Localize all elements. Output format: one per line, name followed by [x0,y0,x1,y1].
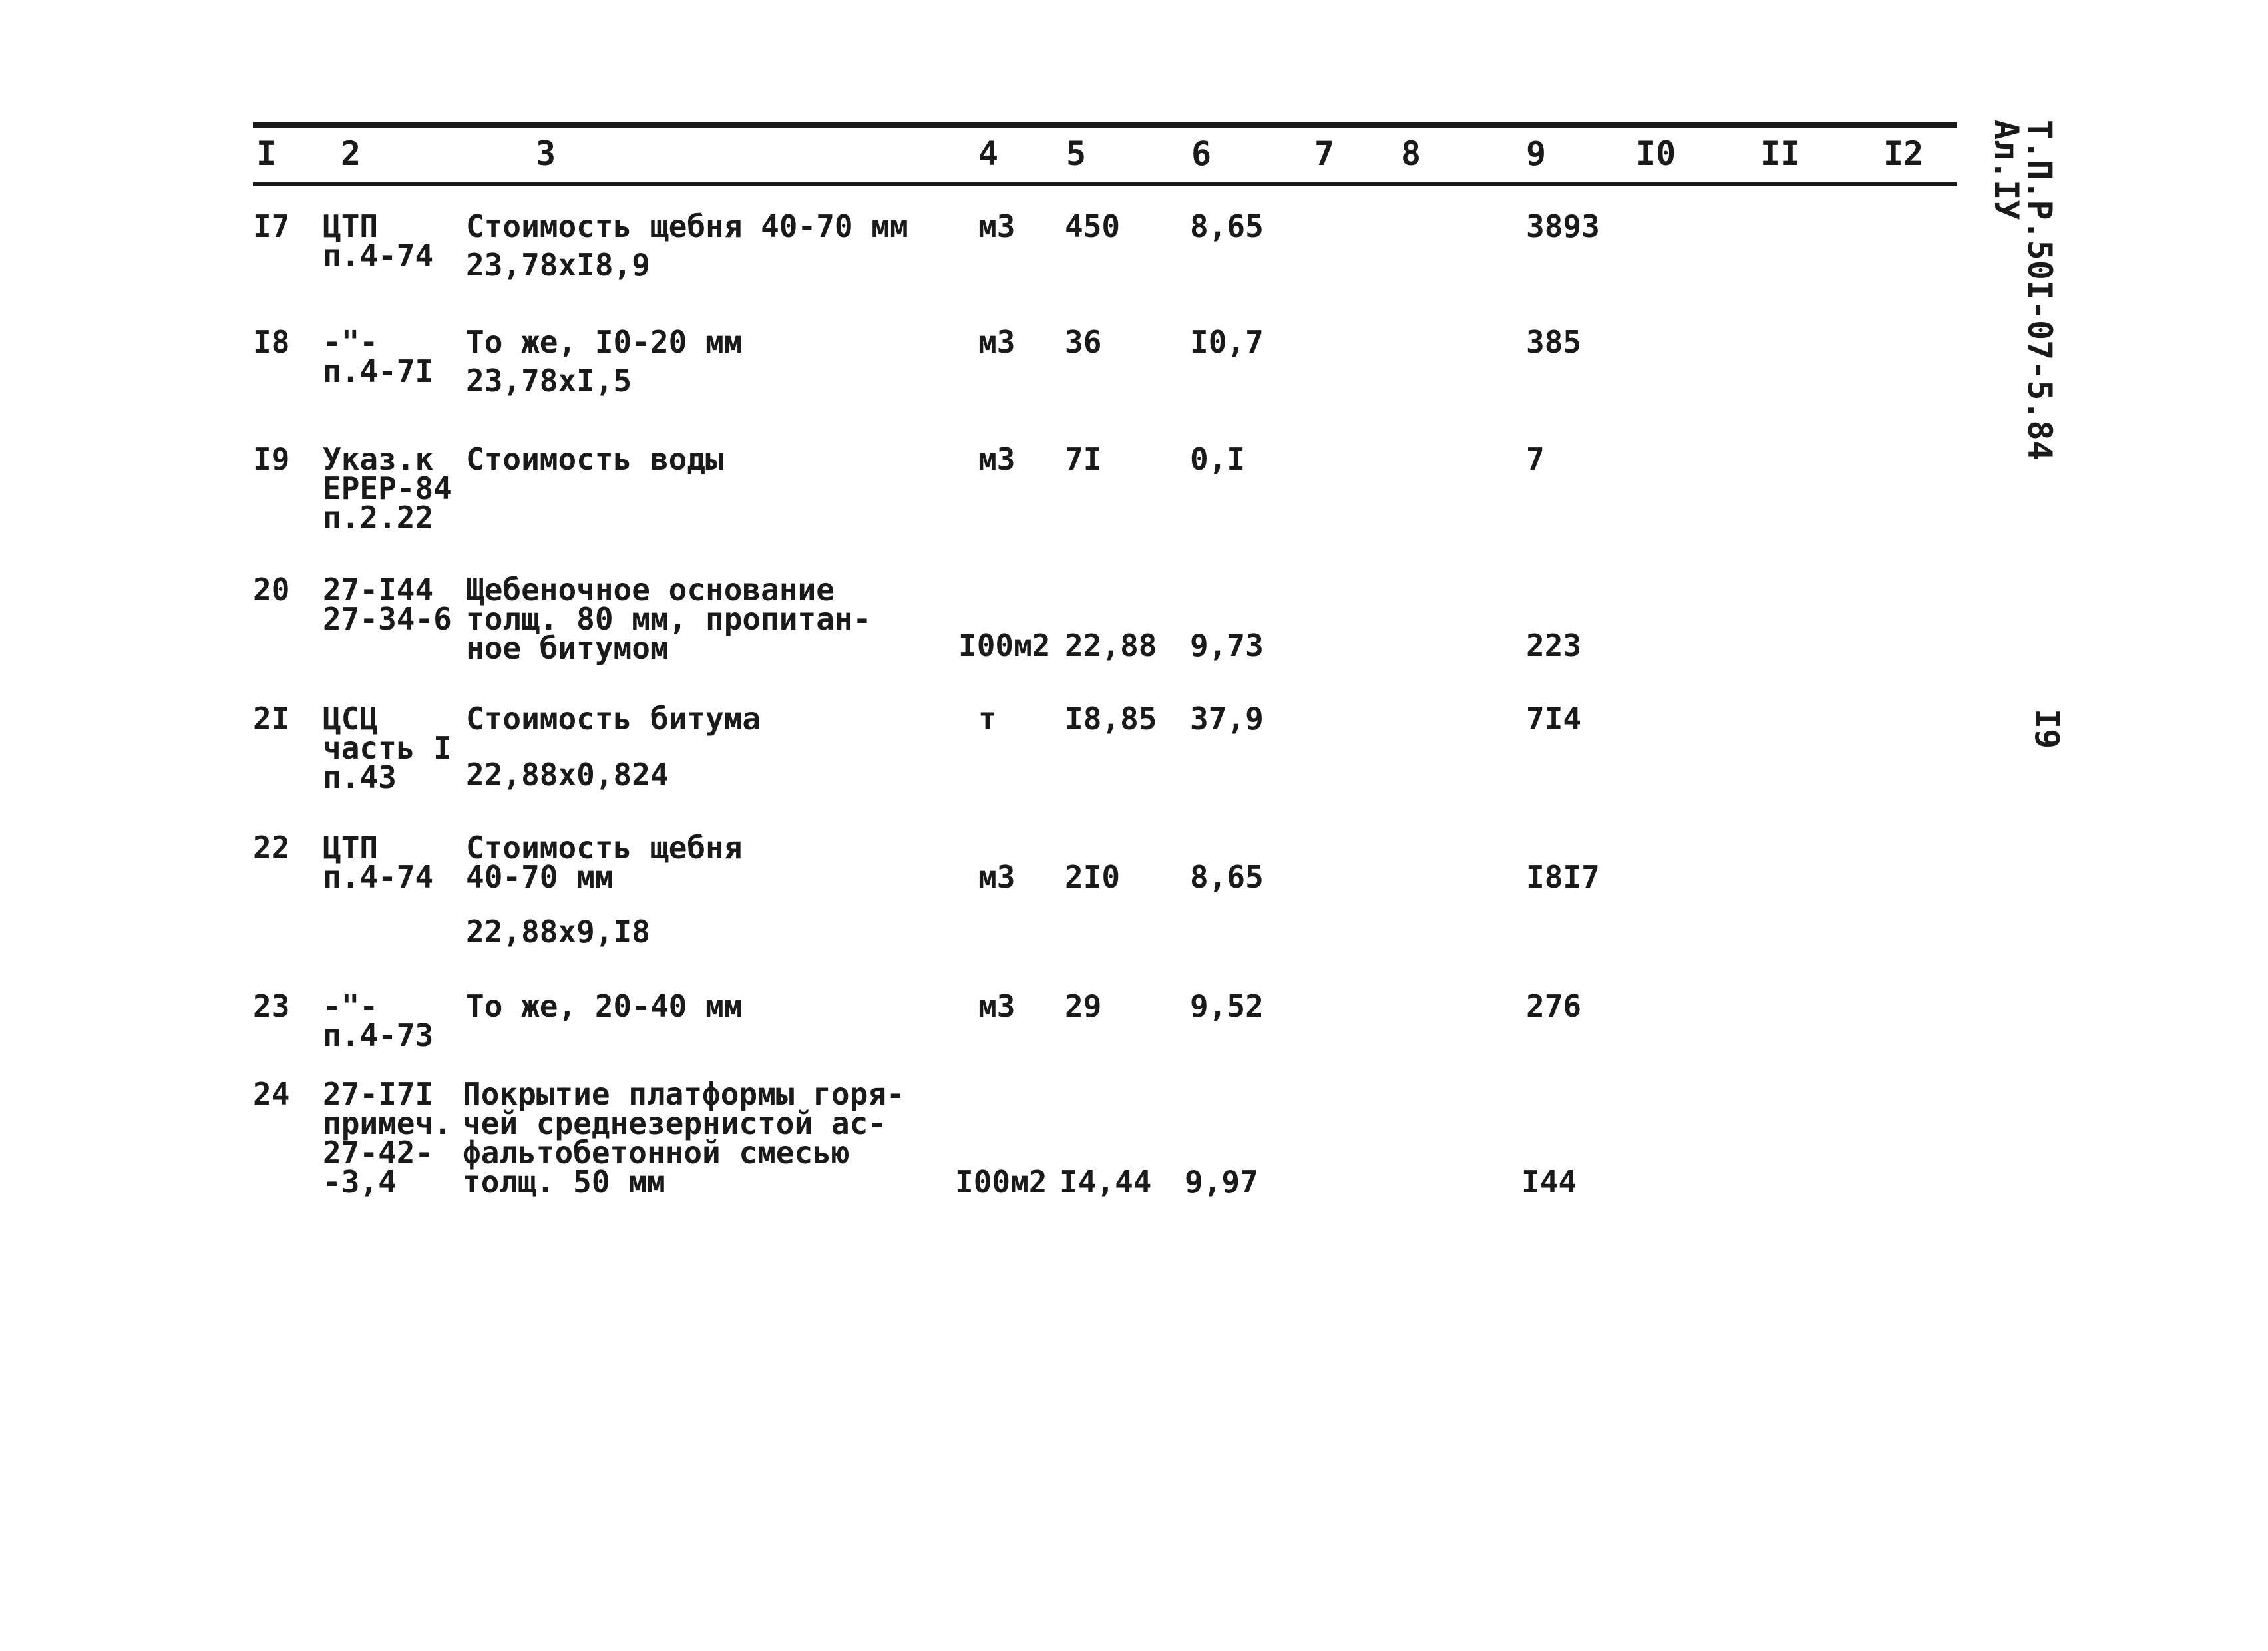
basis-cell: Указ.к ЕРЕР-84 п.2.22 [323,441,452,536]
basis-cell: -"- п.4-7I [323,324,434,389]
row-number: 23 [253,988,290,1024]
column-header: 6 [1191,134,1212,173]
price-cell: 37,9 [1190,701,1264,737]
description-cell: Стоимость битума 22,88x0,824 [466,701,761,793]
row-number: 2I [253,701,290,737]
page-number: I9 [2028,709,2066,749]
quantity-cell: 2I0 [1065,859,1121,895]
total-cell: I44 [1521,1164,1577,1200]
price-cell: I0,7 [1190,324,1264,360]
row-number: 22 [253,830,290,866]
column-header: 4 [978,134,999,173]
quantity-cell: I4,44 [1059,1164,1152,1200]
quantity-cell: 22,88 [1065,628,1157,663]
price-cell: 0,I [1190,441,1246,477]
unit-cell: I00м2 [955,1164,1047,1200]
description-cell: То же, 20-40 мм [466,988,743,1024]
unit-cell: т [978,701,997,737]
column-header: I2 [1883,134,1924,173]
document-code-stamp: Т.П.Р.50I-07-5.84 Ал.IУ [1987,120,2059,460]
total-cell: 3893 [1526,208,1600,244]
unit-cell: м3 [978,324,1016,360]
row-number: I8 [253,324,290,360]
basis-cell: ЦСЦ часть I п.43 [323,701,452,795]
basis-cell: ЦТП п.4-74 [323,208,434,274]
price-cell: 9,73 [1190,628,1264,663]
total-cell: 276 [1526,988,1582,1024]
row-number: 24 [253,1076,290,1112]
basis-cell: ЦТП п.4-74 [323,830,434,895]
quantity-cell: 450 [1065,208,1121,244]
row-number: 20 [253,572,290,608]
description-cell: Стоимость щебня 40-70 мм 23,78xI8,9 [466,208,908,283]
unit-cell: м3 [978,208,1016,244]
column-header: 3 [536,134,556,173]
unit-cell: I00м2 [958,628,1051,663]
total-cell: 223 [1526,628,1582,663]
total-cell: I8I7 [1526,859,1600,895]
basis-cell: -"- п.4-73 [323,988,434,1053]
price-cell: 9,52 [1190,988,1264,1024]
quantity-cell: I8,85 [1065,701,1157,737]
row-number: I7 [253,208,290,244]
price-cell: 9,97 [1185,1164,1258,1200]
quantity-cell: 7I [1065,441,1102,477]
column-header: 5 [1066,134,1087,173]
column-header: 8 [1401,134,1421,173]
quantity-cell: 29 [1065,988,1102,1024]
column-header: I0 [1636,134,1676,173]
description-cell: Щебеночное основание толщ. 80 мм, пропитан- ное битумом [466,572,872,666]
column-header: 7 [1314,134,1335,173]
description-cell: То же, I0-20 мм 23,78xI,5 [466,324,743,399]
column-header: 2 [341,134,361,173]
basis-cell: 27-I7I примеч. 27-42- -3,4 [323,1076,452,1200]
row-number: I9 [253,441,290,477]
unit-cell: м3 [978,441,1016,477]
quantity-cell: 36 [1065,324,1102,360]
total-cell: 7 [1526,441,1545,477]
description-cell: Стоимость воды [466,441,724,477]
price-cell: 8,65 [1190,859,1264,895]
column-header: II [1760,134,1801,173]
unit-cell: м3 [978,988,1016,1024]
table-header-rule [253,182,1957,186]
column-header: 9 [1526,134,1547,173]
column-header: I [256,134,277,173]
unit-cell: м3 [978,859,1016,895]
description-cell: Стоимость щебня 40-70 мм 22,88x9,I8 [466,830,743,950]
total-cell: 385 [1526,324,1582,360]
table-top-rule [253,122,1957,128]
price-cell: 8,65 [1190,208,1264,244]
total-cell: 7I4 [1526,701,1582,737]
description-cell: Покрытие платформы горя- чей среднезернистой ас- фальтобетонной смесью толщ. 50 мм [463,1076,905,1200]
basis-cell: 27-I44 27-34-6 [323,572,452,637]
